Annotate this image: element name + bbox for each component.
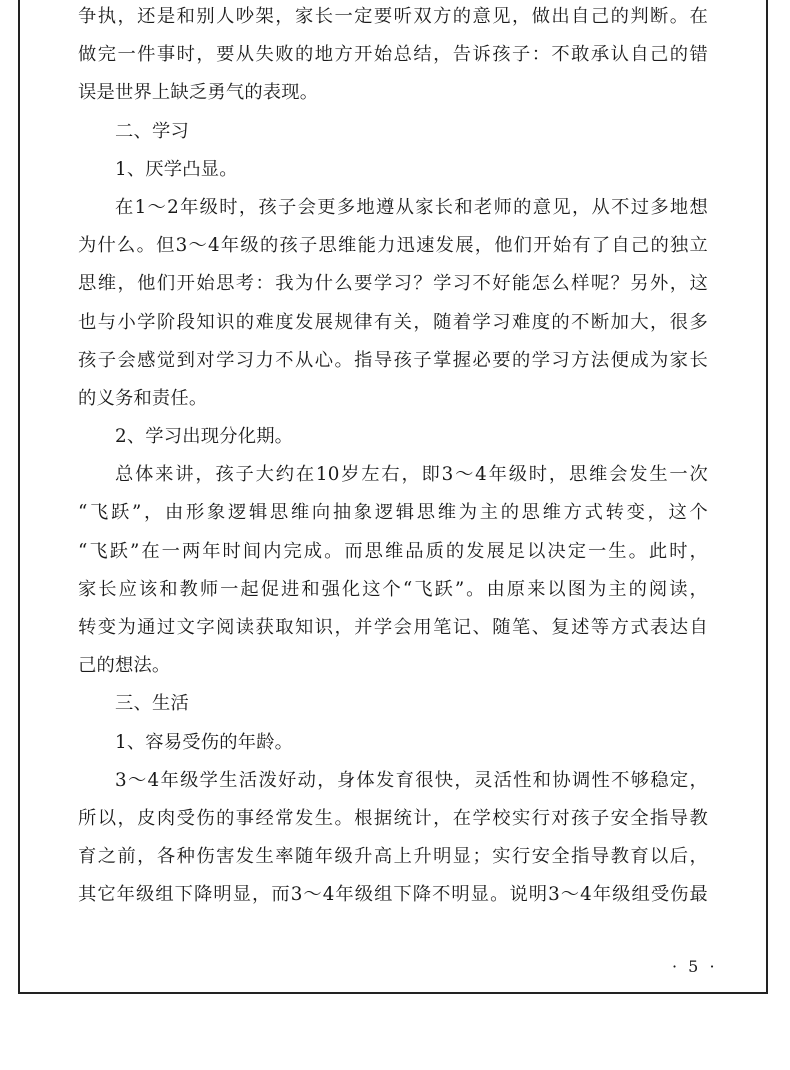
text-line: 也与小学阶段知识的难度发展规律有关，随着学习难度的不断加大，很多	[78, 311, 708, 333]
text-line: 所以，皮肉受伤的事经常发生。根据统计，在学校实行对孩子安全指导教	[78, 807, 708, 829]
text-line: 其它年级组下降明显，而3～4年级组下降不明显。说明3～4年级组受伤最	[78, 884, 708, 906]
text-line: 思维，他们开始思考：我为什么要学习？学习不好能怎么样呢？另外，这	[78, 273, 708, 295]
text-line: 3～4年级学生活泼好动，身体发育很快，灵活性和协调性不够稳定，	[115, 769, 708, 791]
text-line: 在1～2年级时，孩子会更多地遵从家长和老师的意见，从不过多地想	[115, 196, 708, 218]
text-line: 家长应该和教师一起促进和强化这个“飞跃”。由原来以图为主的阅读，	[78, 578, 708, 600]
section-heading: 三、生活	[115, 693, 189, 715]
text-line: 孩子会感觉到对学习力不从心。指导孩子掌握必要的学习方法便成为家长	[78, 349, 708, 371]
subsection-heading: 1、厌学凸显。	[115, 158, 238, 180]
text-line: 的义务和责任。	[78, 387, 208, 409]
text-line: 误是世界上缺乏勇气的表现。	[78, 82, 319, 104]
body-text	[78, 0, 708, 915]
text-line: 己的想法。	[78, 655, 171, 677]
text-line: 总体来讲，孩子大约在10岁左右，即3～4年级时，思维会发生一次	[115, 464, 708, 486]
text-line: “飞跃”在一两年时间内完成。而思维品质的发展足以决定一生。此时，	[78, 540, 708, 562]
text-line: 育之前，各种伤害发生率随年级升高上升明显；实行安全指导教育以后，	[78, 846, 708, 868]
section-heading: 二、学习	[115, 120, 189, 142]
text-line: 转变为通过文字阅读获取知识，并学会用笔记、随笔、复述等方式表达自	[78, 617, 708, 638]
text-line: 争执，还是和别人吵架，家长一定要听双方的意见，做出自己的判断。在	[78, 6, 708, 27]
subsection-heading: 1、容易受伤的年龄。	[115, 731, 294, 753]
subsection-heading: 2、学习出现分化期。	[115, 426, 294, 448]
text-line: 为什么。但3～4年级的孩子思维能力迅速发展，他们开始有了自己的独立	[78, 235, 708, 257]
page-number: · 5 ·	[672, 957, 718, 976]
text-line: 做完一件事时，要从失败的地方开始总结，告诉孩子：不敢承认自己的错	[78, 44, 708, 66]
text-line: “飞跃”，由形象逻辑思维向抽象逻辑思维为主的思维方式转变，这个	[78, 502, 708, 524]
